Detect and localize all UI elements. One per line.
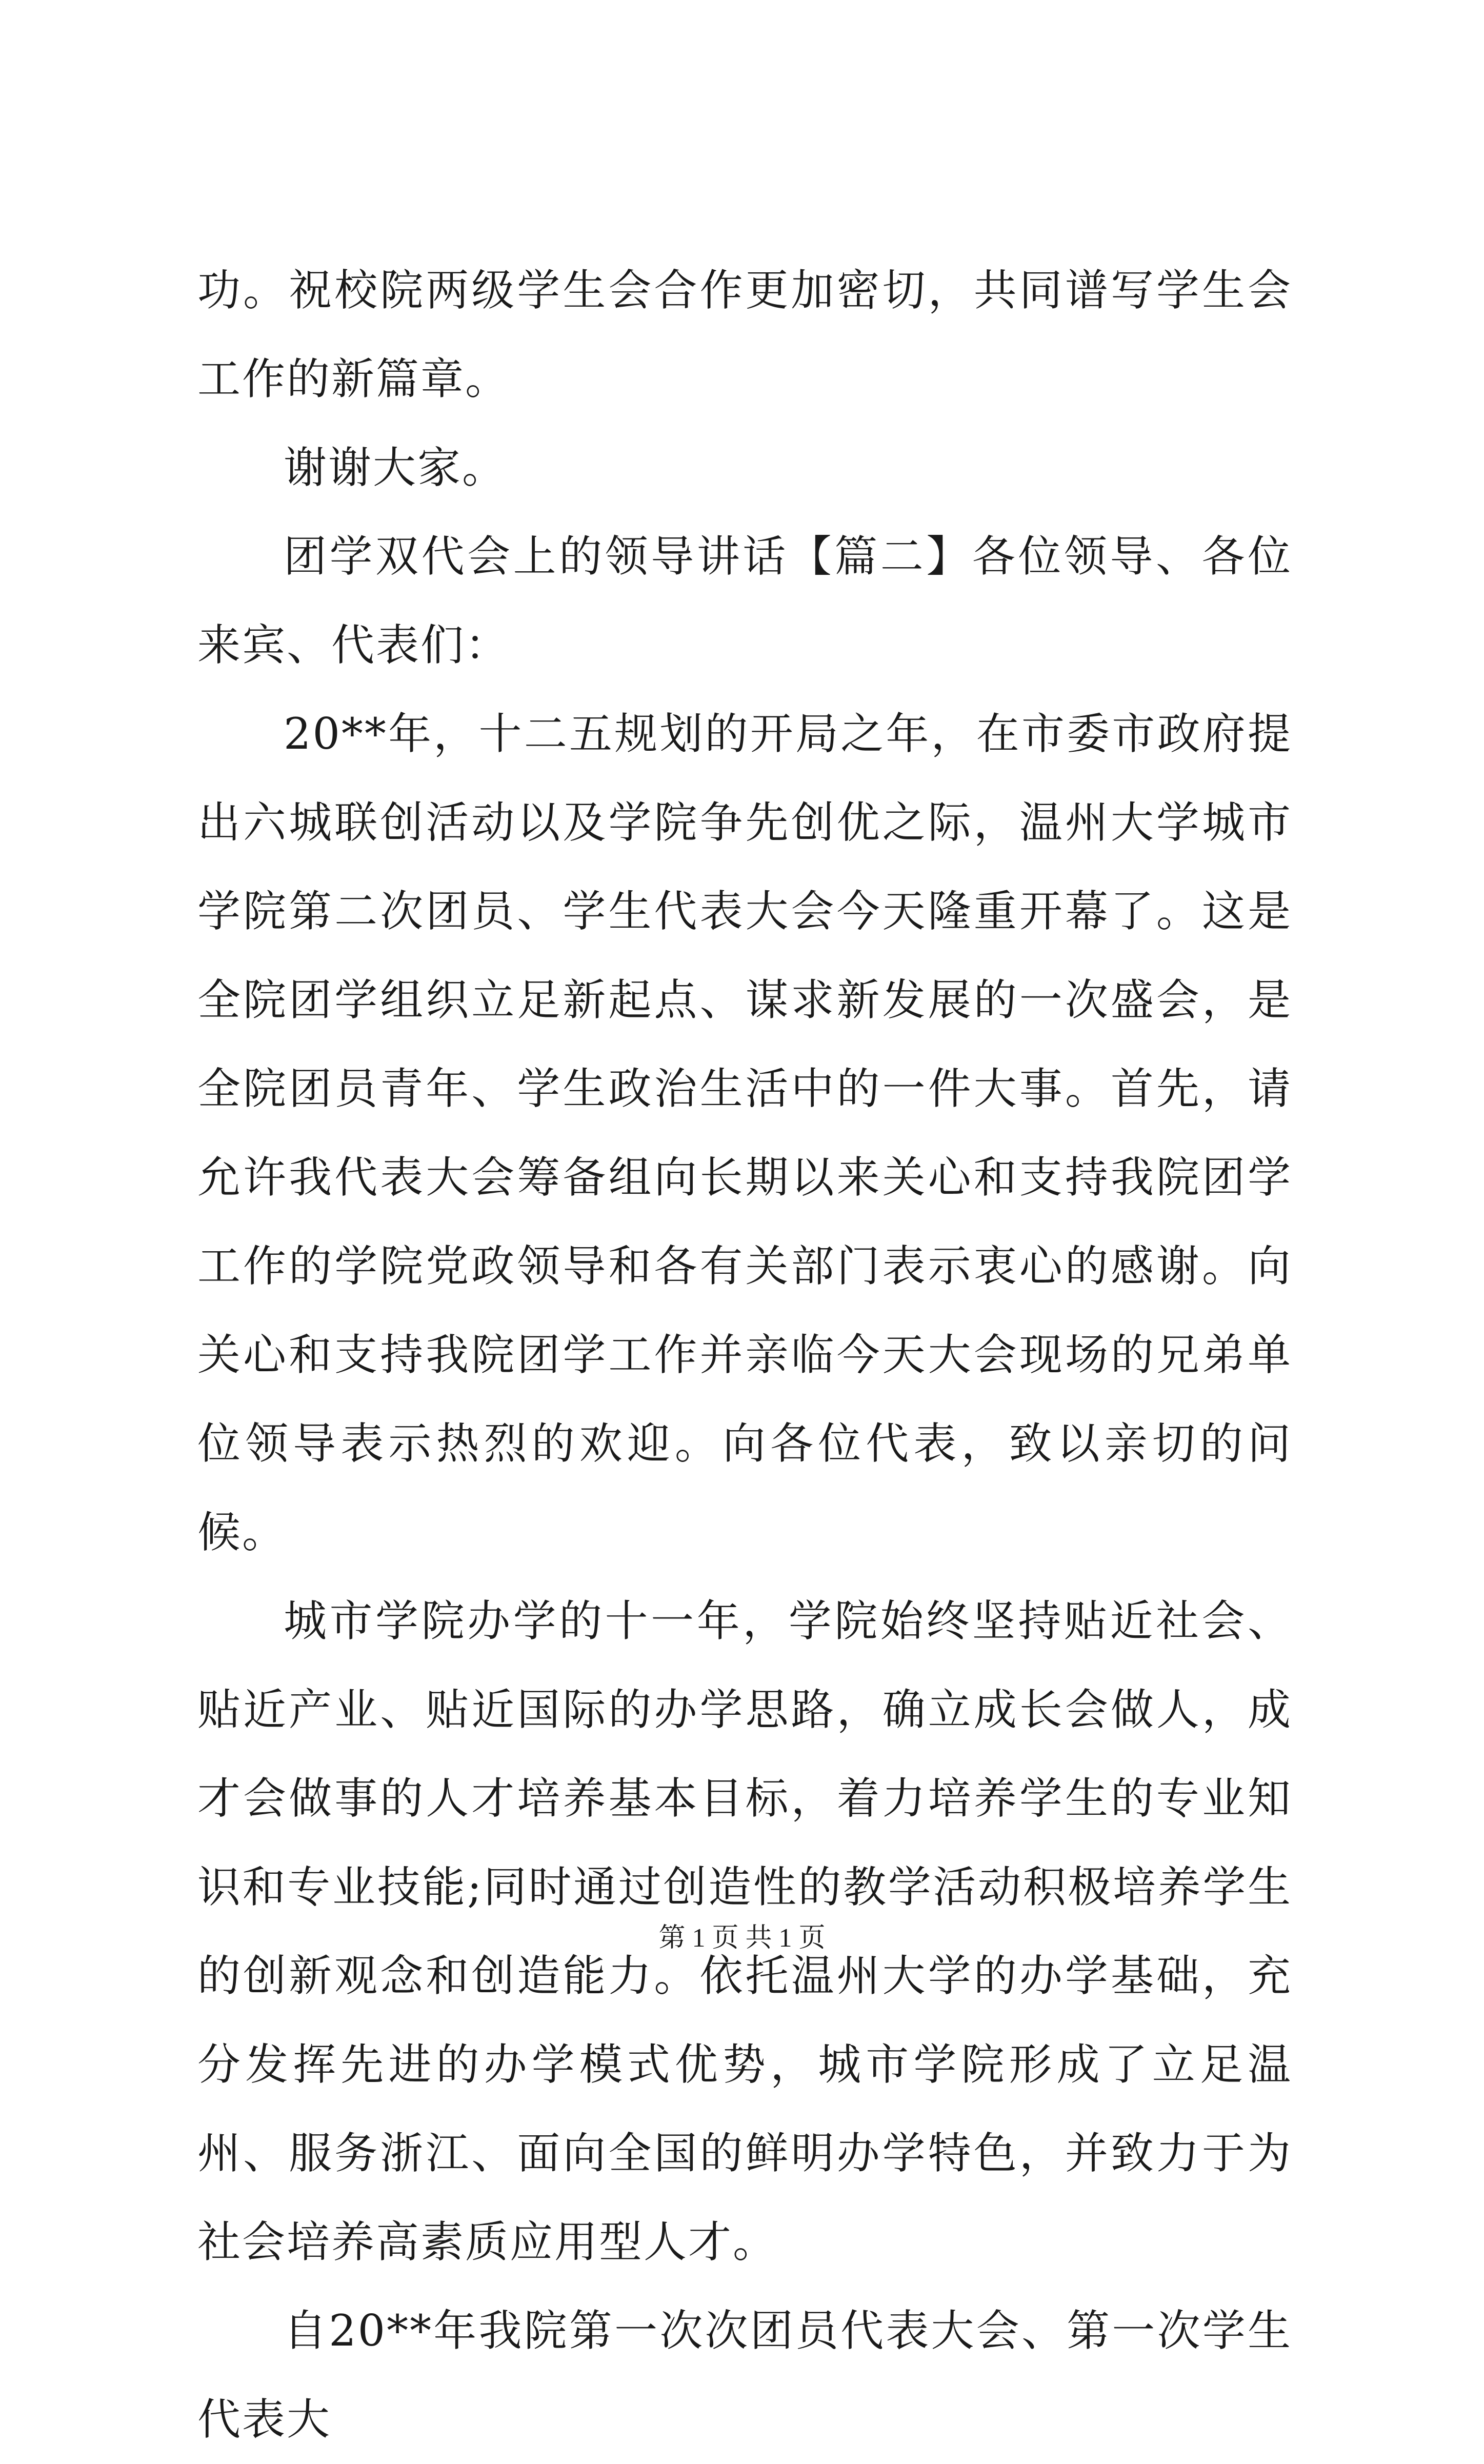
paragraph-6: 自20**年我院第一次次团员代表大会、第一次学生代表大 [197,2306,1292,2445]
paragraph-4: 20**年，十二五规划的开局之年，在市委市政府提出六城联创活动以及学院争先创优之际，温州大学城市学院第二次团员、学生代表大会今天隆重开幕了。这是全院团学组织立足新起点、谋求新发展的一次盛会，是全院团员青年、学生政治生活中的一件大事。首先，请允许我代表大会筹备组向长期以来关心和支持我院团学工作的学院党政领导和各有关部门表示衷心的感谢。向关心和支持我院团学工作并亲临今天大会现场的兄弟单位领导表示热烈的欢迎。向各位代表，致以亲切的问候。 [197,709,1292,1557]
paragraph-1: 功。祝校院两级学生会合作更加密切，共同谱写学生会工作的新篇章。 [197,265,1292,404]
page-footer: 第 1 页 共 1 页 [658,1924,826,1953]
document-body [197,246,1292,2464]
paragraph-5: 城市学院办学的十一年，学院始终坚持贴近社会、贴近产业、贴近国际的办学思路，确立成长会做人，成才会做事的人才培养基本目标，着力培养学生的专业知识和专业技能;同时通过创造性的教学活动积极培养学生的创新观念和创造能力。依托温州大学的办学基础，充分发挥先进的办学模式优势，城市学院形成了立足温州、服务浙江、面向全国的鲜明办学特色，并致力于为社会培养高素质应用型人才。 [197,1596,1292,2267]
paragraph-2: 谢谢大家。 [284,443,507,493]
paragraph-3: 团学双代会上的领导讲话【篇二】各位领导、各位来宾、代表们： [197,531,1292,670]
